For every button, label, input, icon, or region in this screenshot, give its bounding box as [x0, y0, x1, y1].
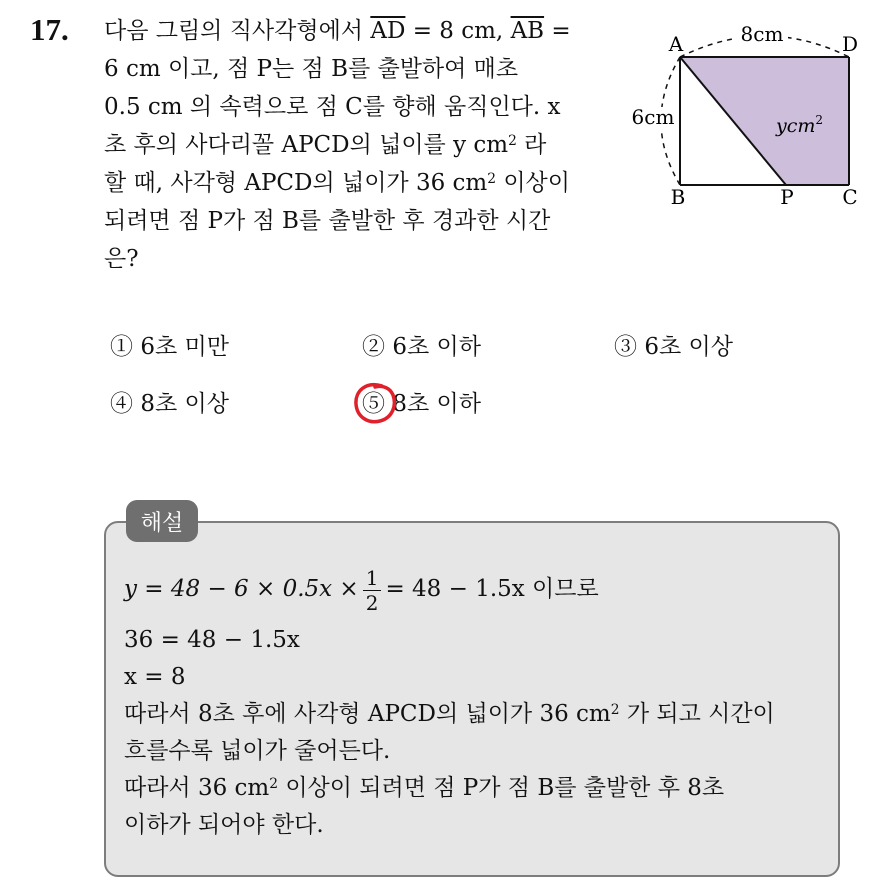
area-label: ycm$^2$ — [776, 113, 824, 137]
segment-ad: $\overline{AD}$ — [370, 18, 406, 44]
vertex-d-label: D — [841, 32, 859, 56]
explanation-body — [124, 560, 834, 844]
side-length-label: 6cm — [631, 105, 675, 129]
explanation-line-3: x = 8 — [124, 664, 186, 690]
vertex-a-label: A — [668, 32, 684, 56]
choice-2[interactable]: ② 6초 이하 — [362, 334, 481, 360]
segment-ab: $\overline{AB}$ — [510, 18, 545, 44]
choice-4[interactable]: ④ 8초 이상 — [110, 391, 229, 417]
rectangle-figure — [600, 18, 880, 218]
vertex-b-label: B — [670, 185, 686, 209]
choice-5[interactable]: ⑤ 8초 이하 — [362, 391, 481, 417]
question-line-5: 할 때, 사각형 APCD의 넓이가 36 $cm^2$ 이상이 — [104, 170, 570, 196]
question-line-6: 되려면 점 P가 점 B를 출발한 후 경과한 시간 — [104, 208, 551, 234]
question-line-4: 초 후의 사다리꼴 APCD의 넓이를 y $cm^2$ 라 — [104, 132, 547, 158]
explanation-tag: 해설 — [126, 500, 198, 542]
explanation-line-5: 흐를수록 넓이가 줄어든다. — [124, 738, 391, 764]
choice-3[interactable]: ③ 6초 이상 — [614, 334, 733, 360]
trapezoid-apcd — [680, 57, 849, 185]
choice-1[interactable]: ① 6초 미만 — [110, 334, 229, 360]
question-number: 17. — [30, 12, 69, 47]
vertex-p-label: P — [780, 185, 794, 209]
fraction-one-half: $\frac{1}{2}$ — [363, 568, 382, 613]
question-line-1: 다음 그림의 직사각형에서 $\overline{AD} = 8$ cm, $\overline{AB}$ = — [104, 18, 571, 44]
question-line-2: 6 cm 이고, 점 P는 점 B를 출발하여 매초 — [104, 56, 519, 82]
answer-circle-mark — [352, 381, 400, 427]
top-length-label: 8cm — [740, 22, 784, 46]
question-line-3: 0.5 cm 의 속력으로 점 C를 향해 움직인다. x — [104, 94, 561, 120]
question-text — [104, 12, 604, 278]
explanation-formula-1: y = 48 − 6 × 0.5x × $\frac{1}{2}$ = 48 − 1.5x 이므로 — [124, 565, 599, 615]
explanation-line-4: 따라서 8초 후에 사각형 APCD의 넓이가 36 $cm^2$ 가 되고 시간이 — [124, 701, 775, 727]
explanation-line-2: 36 = 48 − 1.5x — [124, 627, 300, 653]
question-line-7: 은? — [104, 246, 139, 272]
explanation-line-7: 이하가 되어야 한다. — [124, 812, 324, 838]
explanation-line-6: 따라서 36 $cm^2$ 이상이 되려면 점 P가 점 B를 출발한 후 8초 — [124, 775, 725, 801]
vertex-c-label: C — [842, 185, 858, 209]
